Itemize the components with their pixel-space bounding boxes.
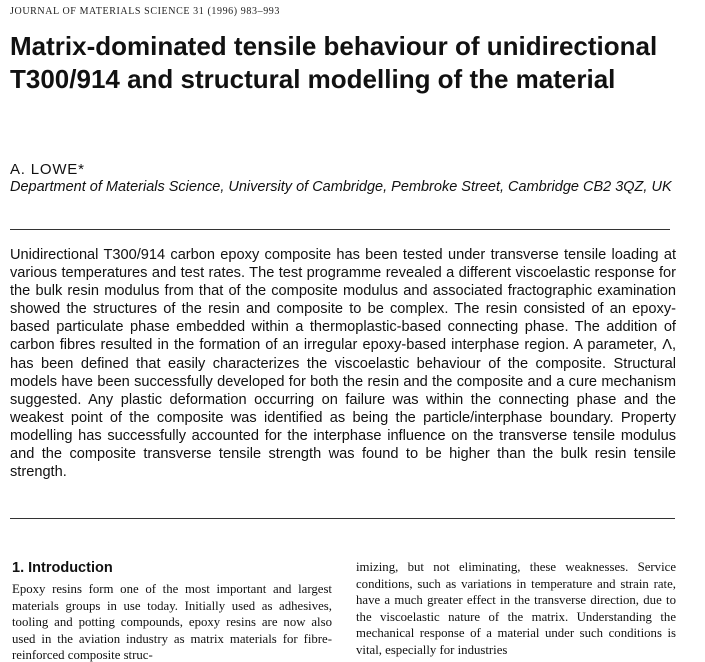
abstract-top-rule	[10, 229, 670, 230]
author-name: A. LOWE*	[10, 161, 85, 178]
intro-paragraph-right: imizing, but not eliminating, these weaknesses. Service conditions, such as variations in temperature and strain rate, have a much greater effect in the transverse direction, due to the viscoelastic nature of the matrix. Understanding the mechanical response of a material under such conditions is vital, especially for industries	[356, 560, 676, 657]
paper-title: Matrix-dominated tensile behaviour of unidirectional T300/914 and structural modelling of the material	[10, 31, 658, 94]
journal-header: JOURNAL OF MATERIALS SCIENCE 31 (1996) 983–993	[10, 6, 281, 17]
abstract-bottom-rule	[10, 518, 675, 519]
intro-paragraph-left: Epoxy resins form one of the most important and largest materials groups in use today. Initially used as adhesives, tooling and potting compounds, epoxy resins are now also used in the aviation industry as matrix materials for fibre-reinforced composite struc-	[12, 582, 332, 662]
abstract-text: Unidirectional T300/914 carbon epoxy composite has been tested under transverse tensile loading at various temperatures and test rates. The test programme revealed a different viscoelastic response for the bulk resin modulus from that of the composite modulus and associated fractographic examination showed the structures of the resin and composite to be complex. The resin consisted of an epoxy-based particulate phase embedded within a thermoplastic-based connecting phase. The addition of carbon fibres resulted in the formation of an irregular epoxy-based interphase region. A parameter, Λ, has been defined that easily characterizes the viscoelastic behaviour of the composite. Structural models have been successfully developed for both the resin and the composite and a cure mechanism suggested. Any plastic deformation occurring on failure was within the connecting phase and the weakest point of the composite was identified as being the particle/interphase boundary. Property modelling has successfully accounted for the interphase influence on the transverse tensile modulus and the composite transverse tensile strength was found to be higher than the bulk resin tensile strength.	[10, 247, 676, 481]
author-affiliation: Department of Materials Science, University of Cambridge, Pembroke Street, Cambridge CB2 3QZ, UK	[10, 179, 672, 195]
body-column-right	[356, 559, 676, 659]
body-column-left	[12, 558, 332, 662]
section-heading-introduction: 1. Introduction	[12, 560, 113, 576]
